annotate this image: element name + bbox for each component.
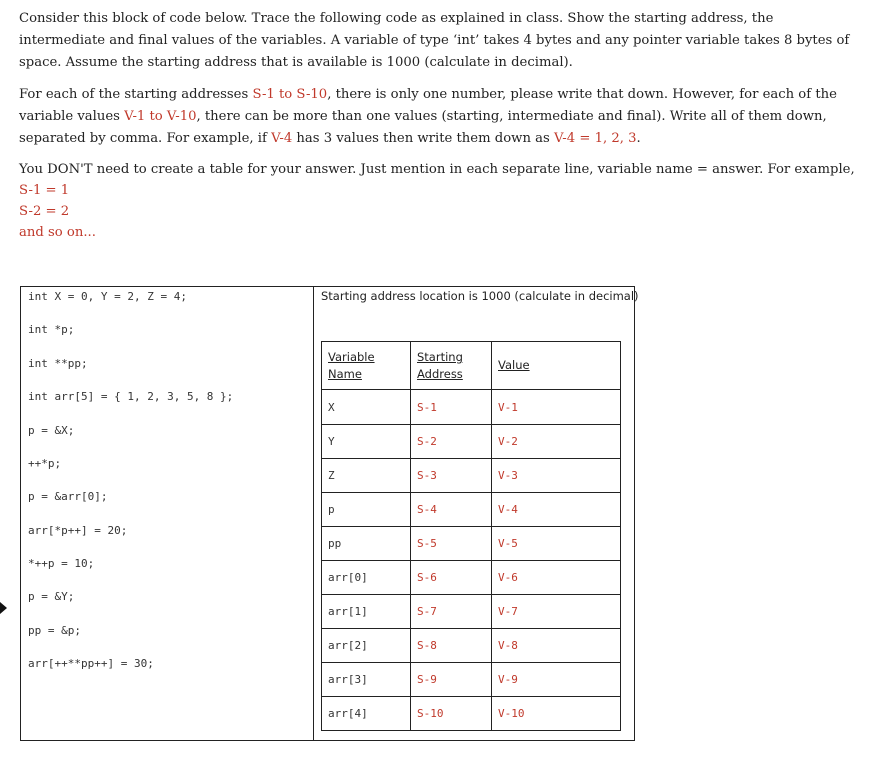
highlight-example: V-4 = 1, 2, 3 bbox=[553, 131, 637, 146]
highlight-range-v: V-1 to V-10 bbox=[124, 109, 197, 124]
table-header-row bbox=[322, 342, 621, 390]
var-value: V-4 bbox=[492, 493, 621, 527]
table-row bbox=[322, 561, 621, 595]
highlight-range-s: S-1 to S-10 bbox=[252, 87, 328, 102]
highlight-v4: V-4 bbox=[271, 131, 293, 146]
var-name: Y bbox=[322, 425, 411, 459]
var-value: V-5 bbox=[492, 527, 621, 561]
var-value: V-1 bbox=[492, 390, 621, 425]
text: has 3 values then write them down as bbox=[292, 131, 554, 146]
example-line-1: S-1 = 1 bbox=[19, 183, 70, 198]
var-value: V-10 bbox=[492, 697, 621, 731]
var-name: arr[0] bbox=[322, 561, 411, 595]
var-name: X bbox=[322, 390, 411, 425]
var-name: arr[4] bbox=[322, 697, 411, 731]
var-name: Z bbox=[322, 459, 411, 493]
text: . bbox=[636, 131, 641, 146]
code-line: *++p = 10; bbox=[28, 557, 95, 570]
start-address: S-5 bbox=[411, 527, 492, 561]
table-row bbox=[322, 493, 621, 527]
var-name: pp bbox=[322, 527, 411, 561]
header-value: Value bbox=[492, 342, 621, 390]
text: , there is only one number, please write that down. However, for each of the variable values bbox=[19, 87, 837, 124]
table-row bbox=[322, 629, 621, 663]
var-value: V-2 bbox=[492, 425, 621, 459]
start-address: S-7 bbox=[411, 595, 492, 629]
code-line: arr[*p++] = 20; bbox=[28, 524, 128, 537]
code-line: int **pp; bbox=[28, 357, 88, 370]
header-starting-address: Starting Address bbox=[411, 342, 492, 390]
start-address: S-10 bbox=[411, 697, 492, 731]
start-address: S-8 bbox=[411, 629, 492, 663]
code-line: int X = 0, Y = 2, Z = 4; bbox=[28, 290, 187, 303]
var-name: arr[1] bbox=[322, 595, 411, 629]
var-name: p bbox=[322, 493, 411, 527]
table-row bbox=[322, 527, 621, 561]
text: , there can be more than one values (starting, intermediate and final). Write all of them down, separated by comma. For example, if bbox=[19, 109, 827, 146]
var-value: V-6 bbox=[492, 561, 621, 595]
table-row bbox=[322, 697, 621, 731]
var-value: V-8 bbox=[492, 629, 621, 663]
var-name: arr[3] bbox=[322, 663, 411, 697]
start-address: S-2 bbox=[411, 425, 492, 459]
start-address: S-9 bbox=[411, 663, 492, 697]
table-row bbox=[322, 390, 621, 425]
start-address: S-4 bbox=[411, 493, 492, 527]
intro-paragraph-3: You DON'T need to create a table for your answer. Just mention in each separate line, variable name = answer. For example, bbox=[19, 162, 855, 177]
code-line: p = &Y; bbox=[28, 590, 75, 603]
code-line: pp = &p; bbox=[28, 624, 81, 637]
code-line: ++*p; bbox=[28, 457, 62, 470]
table-row bbox=[322, 663, 621, 697]
intro-paragraph-2 bbox=[19, 84, 859, 150]
text: For each of the starting addresses bbox=[19, 87, 253, 102]
column-divider bbox=[313, 286, 314, 741]
start-address: S-1 bbox=[411, 390, 492, 425]
table-row bbox=[322, 459, 621, 493]
code-line: int *p; bbox=[28, 323, 75, 336]
example-line-2: S-2 = 2 bbox=[19, 204, 70, 219]
example-line-3: and so on... bbox=[19, 225, 96, 240]
code-line: arr[++**pp++] = 30; bbox=[28, 657, 154, 670]
start-address: S-3 bbox=[411, 459, 492, 493]
start-address: S-6 bbox=[411, 561, 492, 595]
code-line: int arr[5] = { 1, 2, 3, 5, 8 }; bbox=[28, 390, 234, 403]
var-value: V-9 bbox=[492, 663, 621, 697]
intro-paragraph-1: Consider this block of code below. Trace the following code as explained in class. Show the starting address, the intermediate and final values of the variables. A variable of type ‘int’ takes 4 bytes and any pointer variable takes 8 bytes of space. Assume the starting address that is available is 1000 (calculate in decimal). bbox=[19, 11, 850, 70]
mouse-pointer-icon bbox=[0, 602, 7, 614]
var-name: arr[2] bbox=[322, 629, 411, 663]
header-variable-name: Variable Name bbox=[322, 342, 411, 390]
var-value: V-7 bbox=[492, 595, 621, 629]
code-line: p = &X; bbox=[28, 424, 75, 437]
starting-address-note: Starting address location is 1000 (calculate in decimal) bbox=[321, 289, 639, 303]
code-line: p = &arr[0]; bbox=[28, 490, 108, 503]
var-value: V-3 bbox=[492, 459, 621, 493]
table-row bbox=[322, 595, 621, 629]
table-row bbox=[322, 425, 621, 459]
variables-table bbox=[321, 341, 621, 731]
